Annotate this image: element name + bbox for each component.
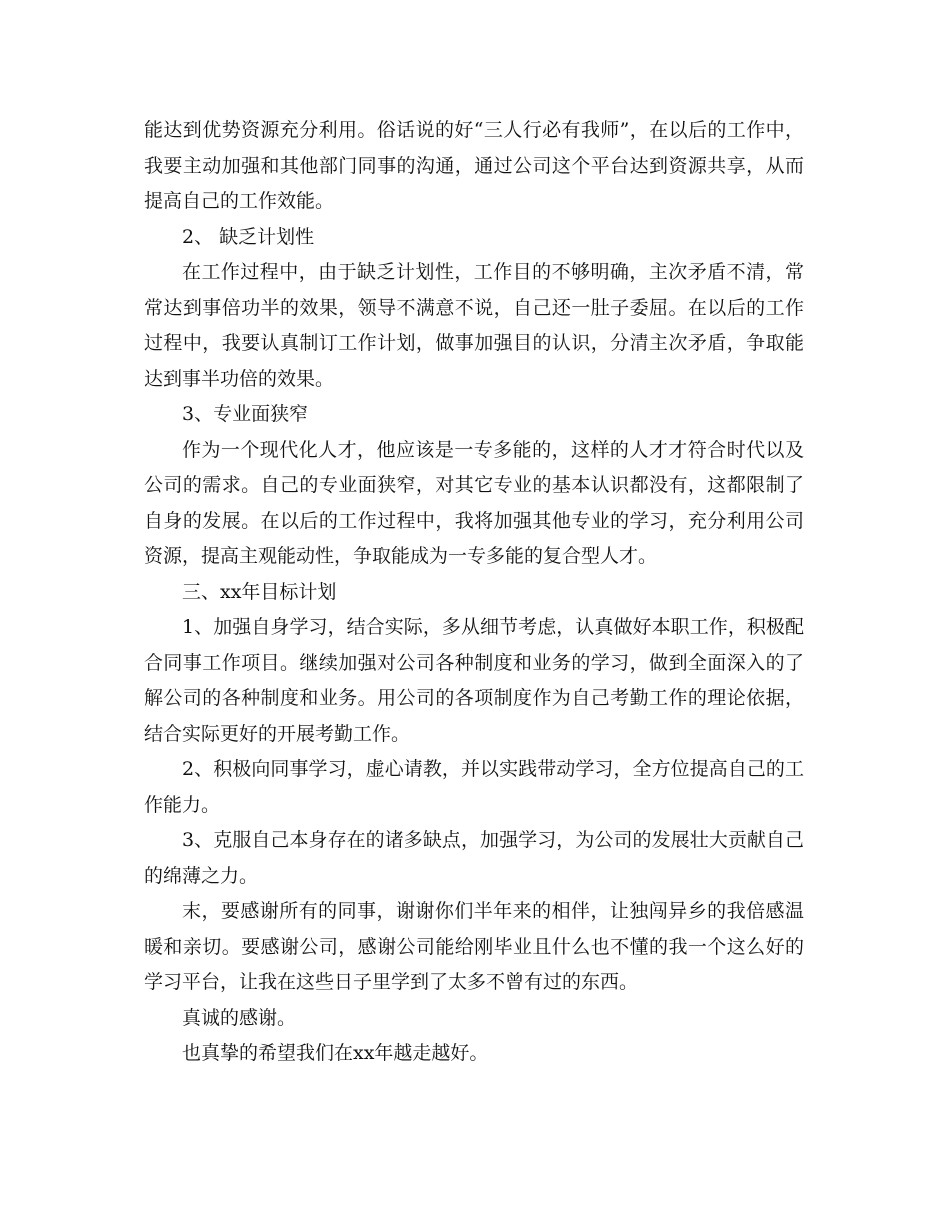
section-heading-narrow-specialty: 3、专业面狭窄 bbox=[182, 403, 309, 425]
paragraph-goal-1: 1、加强自身学习，结合实际，多从细节考虑，认真做好本职工作，积极配合同事工作项目。继续加强对公司各种制度和业务的学习，做到全面深入的了解公司的各种制度和业务。用公司的各项制度作为自己考勤工作的理论依据，结合实际更好的开展考勤工作。 bbox=[144, 616, 804, 745]
section-heading-lack-of-planning: 2、 缺乏计划性 bbox=[182, 225, 315, 248]
document-body bbox=[144, 113, 804, 1072]
section-heading-annual-goals: 三、xx年目标计划 bbox=[182, 580, 337, 603]
paragraph-goal-2: 2、积极向同事学习，虚心请教，并以实践带动学习，全方位提高自己的工作能力。 bbox=[144, 758, 804, 816]
paragraph-3: 作为一个现代化人才，他应该是一专多能的，这样的人才才符合时代以及公司的需求。自己的专业面狭窄，对其它专业的基本认识都没有，这都限制了自身的发展。在以后的工作过程中，我将加强其他专业的学习，充分利用公司资源，提高主观能动性，争取能成为一专多能的复合型人才。 bbox=[144, 438, 804, 567]
paragraph-goal-3: 3、克服自己本身存在的诸多缺点，加强学习，为公司的发展壮大贡献自己的绵薄之力。 bbox=[144, 829, 804, 887]
paragraph-2: 在工作过程中，由于缺乏计划性，工作目的不够明确，主次矛盾不清，常常达到事倍功半的效果，领导不满意不说，自己还一肚子委屈。在以后的工作过程中，我要认真制订工作计划，做事加强目的认识，分清主次矛盾，争取能达到事半功倍的效果。 bbox=[144, 261, 804, 390]
paragraph-thanks: 末，要感谢所有的同事，谢谢你们半年来的相伴，让独闯异乡的我倍感温暖和亲切。要感谢公司，感谢公司能给刚毕业且什么也不懂的我一个这么好的学习平台，让我在这些日子里学到了太多不曾有过的东西。 bbox=[144, 900, 804, 993]
paragraph-1: 能达到优势资源充分利用。俗话说的好“三人行必有我师”，在以后的工作中，我要主动加强和其他部门同事的沟通，通过公司这个平台达到资源共享，从而提高自己的工作效能。 bbox=[144, 119, 804, 212]
paragraph-closing-wish: 也真挚的希望我们在xx年越走越好。 bbox=[182, 1042, 489, 1064]
paragraph-sincere-thanks: 真诚的感谢。 bbox=[182, 1006, 297, 1029]
